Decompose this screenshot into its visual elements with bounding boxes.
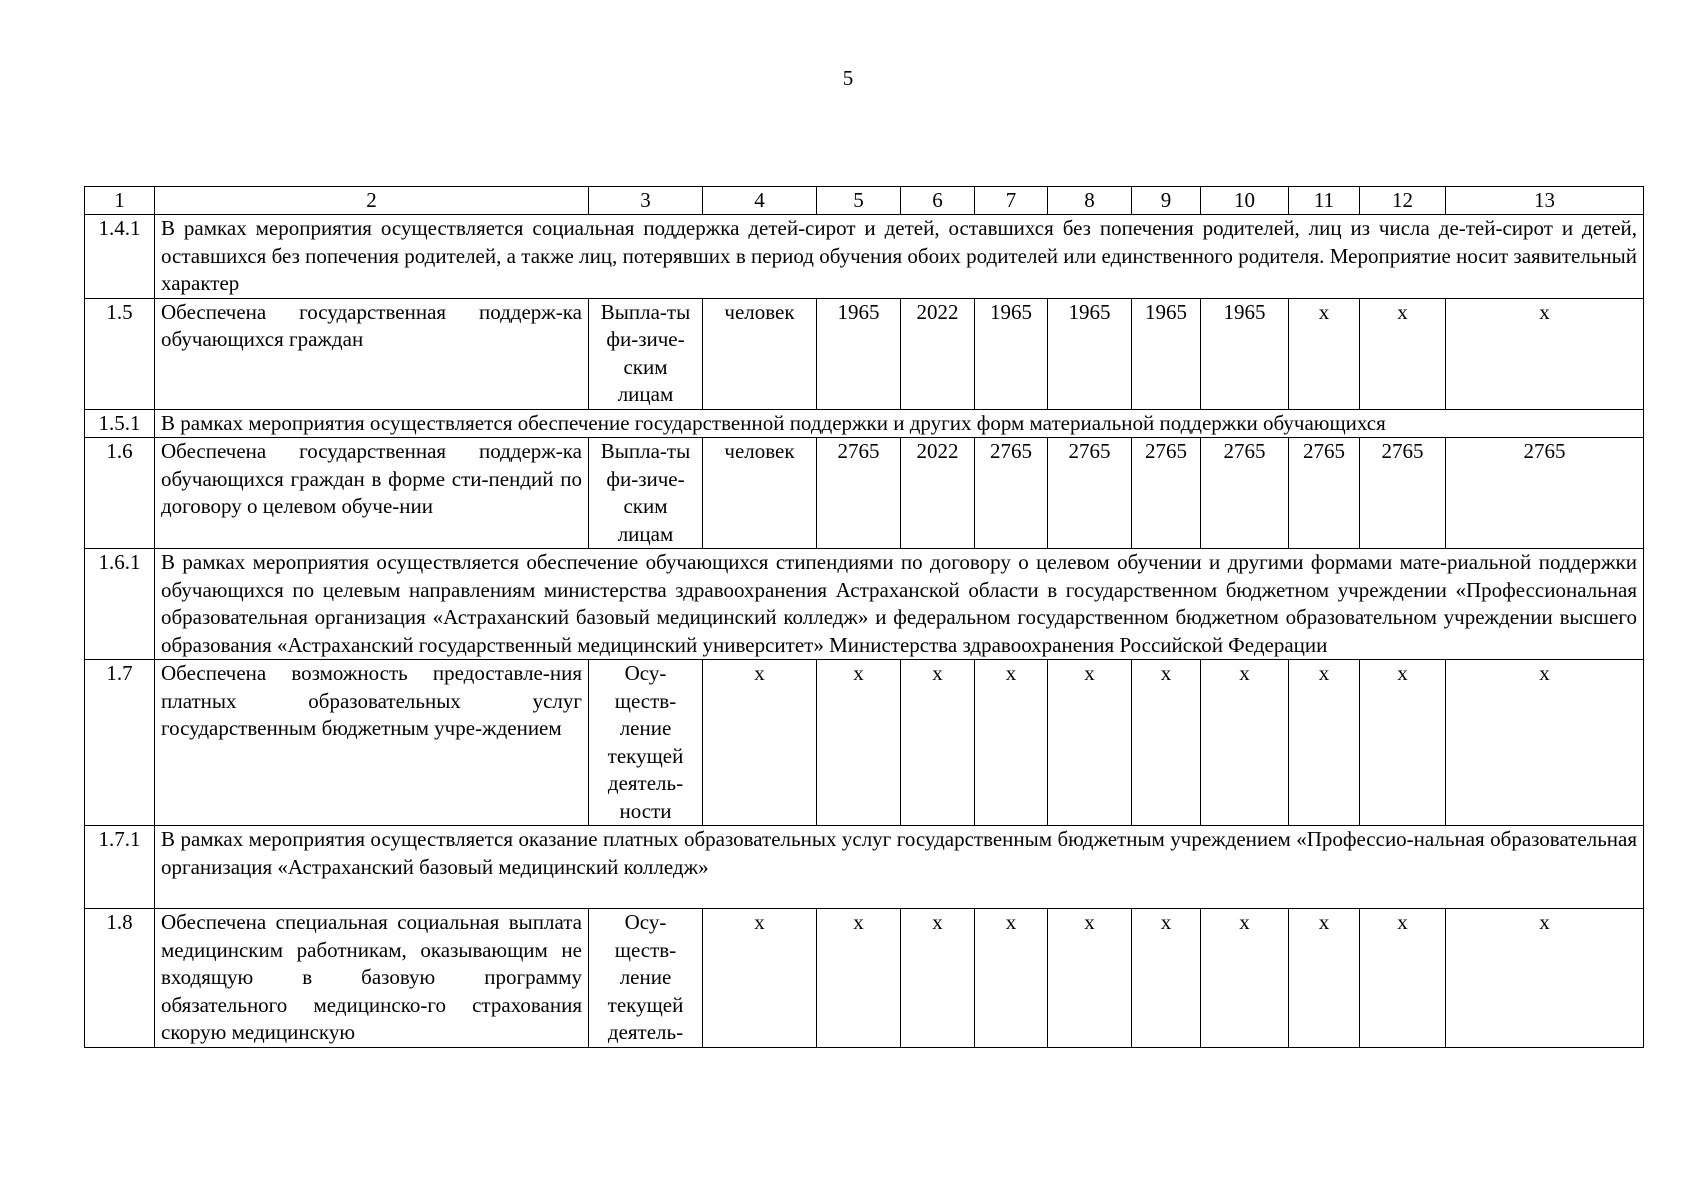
result-description: Обеспечена государственная поддерж-ка обучающихся граждан <box>155 298 589 409</box>
column-number-header: 7 <box>975 187 1048 215</box>
table-row-1-6 <box>85 438 1644 549</box>
value-cell: 2765 <box>1289 438 1360 549</box>
unit-of-measure: человек <box>703 438 817 549</box>
column-number-header: 12 <box>1360 187 1446 215</box>
row-number: 1.4.1 <box>85 215 155 299</box>
value-cell: 2765 <box>1446 438 1644 549</box>
value-cell: х <box>1360 909 1446 1048</box>
value-cell: х <box>1289 298 1360 409</box>
value-cell: 2765 <box>817 438 901 549</box>
value-cell: х <box>1132 660 1201 826</box>
result-type: Осу-ществ-ление текущей деятель- <box>589 909 703 1048</box>
value-cell: 2765 <box>1360 438 1446 549</box>
measure-description: В рамках мероприятия осуществляется обеспечение обучающихся стипендиями по договору о целевом обучении и другими формами мате-риальной поддержки обучающихся по целевым направлениям министерства здравоохранения Астраханской области в государственном бюджетном учреждении «Профессиональная образовательная организация «Астраханский базовый медицинский колледж» и федеральном государственном бюджетном образовательном учреждении высшего образования «Астраханский государственный медицинский университет» Министерства здравоохранения Российской Федерации <box>155 549 1644 660</box>
column-number-header: 11 <box>1289 187 1360 215</box>
value-cell: х <box>1201 660 1289 826</box>
table-row-1-7 <box>85 660 1644 826</box>
value-cell: х <box>1360 660 1446 826</box>
result-type: Выпла-ты фи-зиче-ским лицам <box>589 438 703 549</box>
value-cell: х <box>1289 909 1360 1048</box>
value-cell: х <box>1360 298 1446 409</box>
table-row-1-7-1 <box>85 826 1644 909</box>
value-cell: 1965 <box>1132 298 1201 409</box>
value-cell: х <box>1132 909 1201 1048</box>
result-type: Выпла-ты фи-зиче-ским лицам <box>589 298 703 409</box>
row-number: 1.7.1 <box>85 826 155 909</box>
result-type: Осу-ществ-ление текущей деятель-ности <box>589 660 703 826</box>
value-cell: 2022 <box>901 438 975 549</box>
table-row-1-5-1 <box>85 409 1644 438</box>
value-cell: 2022 <box>901 298 975 409</box>
value-cell: х <box>817 909 901 1048</box>
column-number-header: 4 <box>703 187 817 215</box>
value-cell: х <box>1048 909 1132 1048</box>
column-number-header: 5 <box>817 187 901 215</box>
column-number-header: 6 <box>901 187 975 215</box>
unit-of-measure: человек <box>703 298 817 409</box>
value-cell: х <box>975 660 1048 826</box>
value-cell: 1965 <box>1201 298 1289 409</box>
column-number-header: 9 <box>1132 187 1201 215</box>
row-number: 1.5 <box>85 298 155 409</box>
value-cell: 2765 <box>1201 438 1289 549</box>
value-cell: 1965 <box>1048 298 1132 409</box>
table-row-1-5 <box>85 298 1644 409</box>
value-cell: х <box>1446 660 1644 826</box>
column-number-header: 1 <box>85 187 155 215</box>
unit-of-measure: х <box>703 909 817 1048</box>
measure-description: В рамках мероприятия осуществляется обеспечение государственной поддержки и других форм материальной поддержки обучающихся <box>155 409 1644 438</box>
value-cell: 1965 <box>975 298 1048 409</box>
column-number-header: 2 <box>155 187 589 215</box>
value-cell: х <box>901 660 975 826</box>
value-cell: х <box>1289 660 1360 826</box>
row-number: 1.6.1 <box>85 549 155 660</box>
value-cell: 2765 <box>1048 438 1132 549</box>
table-header-row <box>85 187 1644 215</box>
measure-description: В рамках мероприятия осуществляется социальная поддержка детей-сирот и детей, оставшихся без попечения родителей, лиц из числа де-тей-сирот и детей, оставшихся без попечения родителей, а также лиц, потерявших в период обучения обоих родителей или единственного родителя. Мероприятие носит заявительный характер <box>155 215 1644 299</box>
value-cell: х <box>1201 909 1289 1048</box>
column-number-header: 10 <box>1201 187 1289 215</box>
value-cell: 2765 <box>975 438 1048 549</box>
result-description: Обеспечена государственная поддерж-ка обучающихся граждан в форме сти-пендий по договору о целевом обуче-нии <box>155 438 589 549</box>
column-number-header: 13 <box>1446 187 1644 215</box>
value-cell: х <box>901 909 975 1048</box>
row-number: 1.5.1 <box>85 409 155 438</box>
column-number-header: 8 <box>1048 187 1132 215</box>
column-number-header: 3 <box>589 187 703 215</box>
value-cell: 1965 <box>817 298 901 409</box>
value-cell: х <box>1048 660 1132 826</box>
value-cell: х <box>1446 298 1644 409</box>
table-row-1-6-1 <box>85 549 1644 660</box>
value-cell: х <box>975 909 1048 1048</box>
row-number: 1.7 <box>85 660 155 826</box>
measure-description: В рамках мероприятия осуществляется оказание платных образовательных услуг государственным бюджетным учреждением «Профессио-нальная образовательная организация «Астраханский базовый медицинский колледж» <box>155 826 1644 909</box>
value-cell: х <box>1446 909 1644 1048</box>
result-description: Обеспечена специальная социальная выплата медицинским работникам, оказывающим не входящую в базовую программу обязательного медицинско-го страхования скорую медицинскую <box>155 909 589 1048</box>
unit-of-measure: х <box>703 660 817 826</box>
table-row-1-4-1 <box>85 215 1644 299</box>
page-number: 5 <box>842 66 854 90</box>
table-row-1-8 <box>85 909 1644 1048</box>
value-cell: х <box>817 660 901 826</box>
row-number: 1.6 <box>85 438 155 549</box>
result-description: Обеспечена возможность предоставле-ния платных образовательных услуг государственным бюджетным учре-ждением <box>155 660 589 826</box>
indicators-table <box>84 186 1644 1048</box>
row-number: 1.8 <box>85 909 155 1048</box>
value-cell: 2765 <box>1132 438 1201 549</box>
